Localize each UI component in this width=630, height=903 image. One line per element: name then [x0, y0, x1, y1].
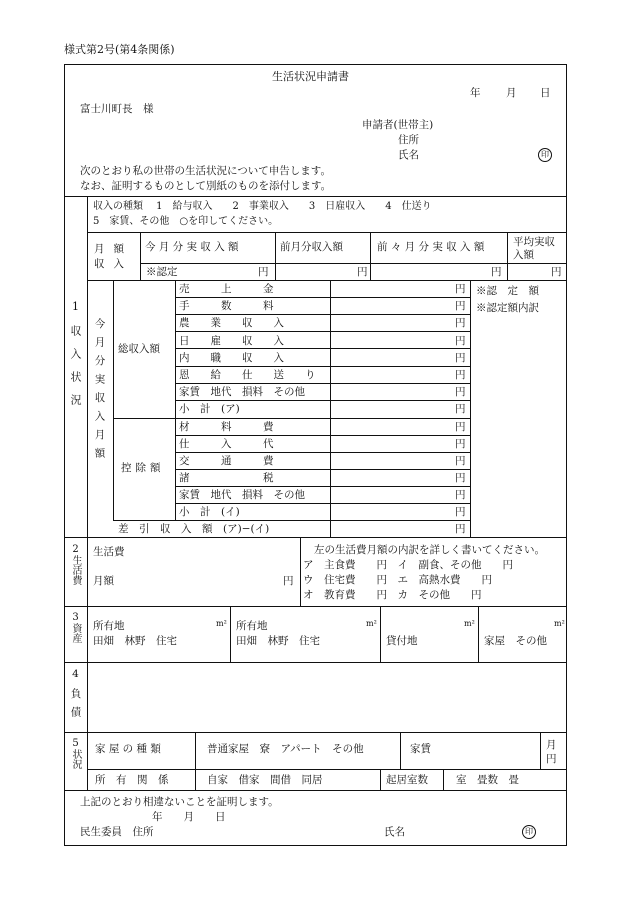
- certification-date: 年 月 日: [152, 811, 226, 823]
- income-item-label: 家賃 地代 損料 その他: [179, 489, 305, 501]
- income-item-label: 日 雇 収 入: [179, 334, 284, 347]
- this-month-income-label: 今月分実収入月額: [93, 318, 106, 466]
- breakdown-title: 左の生活費月額の内訳を詳しく書いてください。: [314, 544, 545, 556]
- per-month-yen: 月円: [546, 739, 557, 765]
- asset-house: 家屋 その他: [484, 635, 547, 647]
- asset-leased: 貸付地: [386, 635, 418, 647]
- asset-sqm-2: m²: [366, 619, 377, 628]
- ownership-label: 所 有 関 係: [95, 774, 169, 786]
- col-current-month: 今 月 分 実 収 入 額: [145, 241, 239, 253]
- income-item-yen: 円: [455, 317, 466, 330]
- yen-prev: 円: [357, 266, 368, 278]
- deduction-label: 控除額: [121, 462, 165, 474]
- commissioner-address-label: 民生委員 住所: [80, 826, 154, 838]
- living-section-label: 2生活費: [70, 544, 81, 585]
- income-item-yen: 円: [455, 386, 466, 399]
- applicant-address-label: 住所: [398, 134, 419, 146]
- form-title: 生活状況申請書: [272, 70, 349, 83]
- house-types: 普通家屋 寮 アパート その他: [207, 743, 364, 755]
- date-year: 年: [470, 87, 481, 99]
- income-item-label: 小 計 (イ): [179, 506, 240, 518]
- income-item-yen: 円: [455, 421, 466, 433]
- asset-sqm-1: m²: [216, 619, 227, 628]
- asset-fields-1: 田畑 林野 住宅: [93, 635, 177, 647]
- asset-fields-2: 田畑 林野 住宅: [236, 635, 320, 647]
- income-types-line2: 5 家賃、その他 ○を印してください。: [93, 216, 279, 227]
- asset-sqm-3: m²: [464, 619, 475, 628]
- certification-text: 上記のとおり相違ないことを証明します。: [80, 796, 279, 808]
- statement-line-1: 次のとおり私の世帯の生活状況について申告します。: [80, 165, 331, 177]
- rooms-label: 起居室数: [386, 774, 428, 786]
- certified-detail-label: ※認定額内訳: [476, 302, 539, 314]
- income-section-label: 1収入状況: [69, 300, 82, 417]
- income-item-yen: 円: [455, 472, 466, 484]
- col-prev-month: 前月分収入額: [280, 241, 343, 253]
- income-item-label: 材 料 費: [179, 421, 274, 433]
- income-item-yen: 円: [455, 489, 466, 501]
- income-item-label: 仕 入 代: [179, 438, 274, 450]
- debt-section-label: 4負債: [69, 668, 82, 725]
- form-number: 様式第2号(第4条関係): [64, 43, 175, 56]
- certified-amount-label: ※認 定 額: [476, 285, 539, 297]
- house-type-label: 家 屋 の 種 類: [95, 743, 161, 755]
- yen-net-income: 円: [455, 523, 466, 535]
- date-day: 日: [540, 87, 551, 99]
- income-item-yen: 円: [455, 334, 466, 347]
- col-average: 平均実収入額: [513, 236, 555, 261]
- income-item-label: 農 業 収 入: [179, 317, 284, 330]
- statement-line-2: なお、証明するものとして別紙のものを添付します。: [80, 180, 332, 192]
- living-monthly-yen: 円: [283, 575, 294, 587]
- income-item-label: 内 職 収 入: [179, 351, 284, 364]
- breakdown-row-2: ウ 住宅費 円 エ 高熱水費 円: [303, 574, 492, 586]
- income-item-label: 手 数 料: [179, 300, 274, 313]
- asset-location-1: 所有地: [93, 620, 125, 632]
- income-item-label: 恩 給 仕 送 り: [179, 369, 316, 381]
- applicant-name-label: 氏名: [398, 149, 419, 161]
- gross-income-label: 総収入額: [118, 343, 160, 355]
- income-item-label: 小 計 (ア): [179, 403, 240, 416]
- living-monthly-label: 月額: [93, 575, 114, 587]
- date-month: 月: [506, 87, 517, 99]
- addressee: 富士川町長 様: [80, 103, 154, 115]
- col-prev2-month: 前 々 月 分 実 収 入 額: [377, 241, 485, 253]
- income-item-yen: 円: [455, 438, 466, 450]
- ownership-options: 自家 借家 間借 同居: [207, 774, 323, 786]
- mats-label: 室 畳数 畳: [456, 774, 519, 786]
- net-income-label: 差 引 収 入 額 (ア)−(イ): [118, 523, 270, 535]
- income-item-label: 諸 税: [179, 472, 274, 484]
- status-section-label: 5状況: [70, 738, 81, 769]
- income-item-label: 売 上 金: [179, 283, 274, 295]
- assets-section-label: 3資産: [70, 612, 81, 643]
- yen-current: 円: [258, 266, 269, 278]
- income-item-label: 家賃 地代 損料 その他: [179, 386, 305, 399]
- applicant-seal: 印: [538, 148, 552, 162]
- income-item-yen: 円: [455, 455, 466, 467]
- yen-prev2: 円: [491, 266, 502, 278]
- certified-prefix: ※認定: [146, 266, 178, 278]
- monthly-income-label: 月額収入: [94, 243, 133, 270]
- commissioner-name-label: 氏名: [384, 826, 405, 838]
- commissioner-seal: 印: [522, 825, 536, 839]
- living-cost-label: 生活費: [93, 546, 125, 558]
- income-item-yen: 円: [455, 351, 466, 364]
- income-item-yen: 円: [455, 506, 466, 518]
- applicant-label: 申請者(世帯主): [362, 119, 434, 131]
- rent-label: 家賃: [410, 743, 431, 755]
- income-types-line1: 収入の種類 1 給与収入 2 事業収入 3 日雇収入 4 仕送り: [93, 201, 432, 212]
- income-item-yen: 円: [455, 283, 466, 295]
- asset-sqm-4: m²: [554, 619, 565, 628]
- yen-average: 円: [551, 266, 562, 278]
- breakdown-row-3: オ 教育費 円 カ その他 円: [303, 589, 482, 601]
- income-item-yen: 円: [455, 369, 466, 381]
- breakdown-row-1: ア 主食費 円 イ 副食、その他 円: [303, 559, 513, 571]
- income-item-yen: 円: [455, 403, 466, 416]
- asset-location-2: 所有地: [236, 620, 268, 632]
- income-item-yen: 円: [455, 300, 466, 313]
- income-item-label: 交 通 費: [179, 455, 274, 467]
